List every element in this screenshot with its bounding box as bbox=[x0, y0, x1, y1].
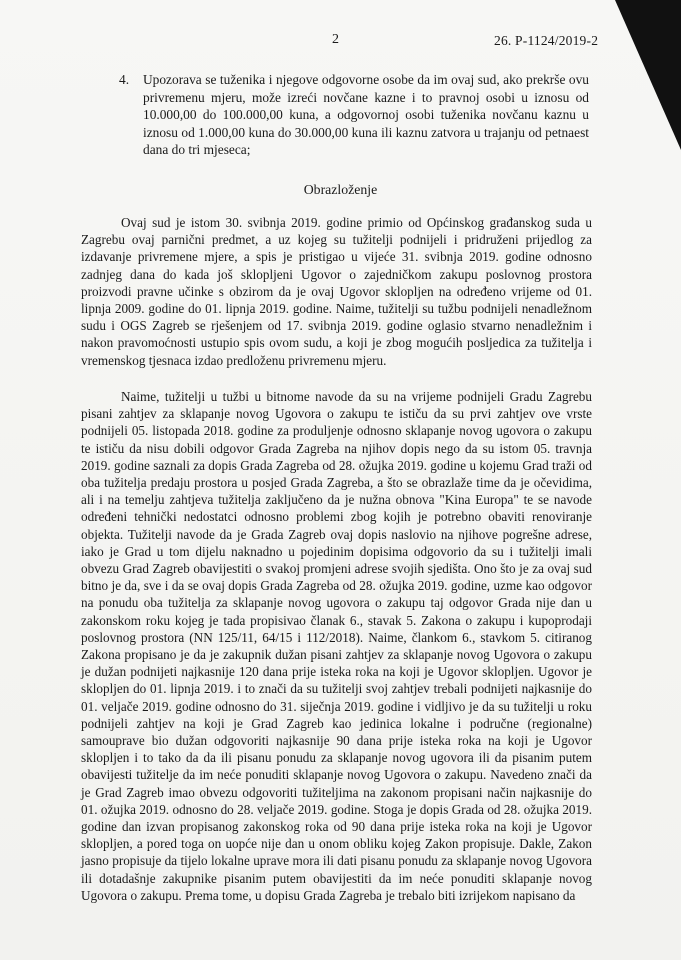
scan-corner-shadow bbox=[615, 0, 681, 150]
paragraph-2: Naime, tužitelji u tužbi u bitnome navode da su na vrijeme podnijeli Gradu Zagrebu pisani zahtjev za sklapanje novog Ugovora o zakupu te ističu da su prvi zahtjev ove vrste podnijeli 05. listopada 2018. godine za produljenje odnosno sklapanje novog ugovora o zakupu te ističu da nisu dobili odgovor Grada Zagreba na njihov dopis nego da su istom 05. travnja 2019. godine saznali za dopis Grada Zagreba od 28. ožujka 2019. godine u kojemu Grad traži od oba tužitelja predaju prostora u posjed Grada Zagreba, a što se obrazlaže time da je očevidima, ali i na temelju zahtjeva tužitelja zaključeno da je nužna obnova "Kina Europa" te se navode određeni tehnički nedostatci odnosno problemi zbog kojih je potrebno obaviti renoviranje objekta. Tužitelji navode da je Grada Zagreb ovaj dopis naslovio na njihove pogrešne adrese, iako je Grad u tom dijelu naknadno u pojedinim dopisima odgovorio da su i tužitelji imali obvezu Grad Zagreb obavijestiti o svakoj promjeni adrese svojih sjedišta. Ono što je za ovaj sud bitno je da, sve i da se ovaj dopis Grada Zagreba od 28. ožujka 2019. godine, uzme kao odgovor na ponudu oba tužitelja za sklapanje novog ugovora o zakupu taj odgovor Grada nije dan u zakonskom roku kojeg je tada propisivao članak 6., stavak 5. Zakona o zakupu i kupoprodaji poslovnog prostora (NN 125/11, 64/15 i 112/2018). Naime, člankom 6., stavkom 5. citiranog Zakona propisano je da je zakupnik dužan pisani zahtjev za sklapanje novog Ugovora o zakupu je dužan podnijeti najkasnije 120 dana prije isteka roka na koji je Ugovor sklopljen. Ugovor je sklopljen do 01. lipnja 2019. i to znači da su tužitelji svoj zahtjev trebali podnijeti najkasnije do 01. veljače 2019. godine odnosno do 31. siječnja 2019. godine i vidljivo je da su tužitelji u roku podnijeli zahtjev na koji je Grad Zagreb kao jedinica lokalne i područne (regionalne) samouprave bio dužan odgovoriti najkasnije 90 dana prije isteka roka na koji je Ugovor sklopljen i to tako da da ili pisanu ponudu za sklapanje novog ugovora ili da pisanim putem obavijesti tužitelje da im neće ponuditi sklapanje novog Ugovora o zakupu. Navedeno znači da je Grad Zagreb imao obvezu odgovoriti tužiteljima na zakonom propisani način najkasnije do 01. ožujka 2019. odnosno do 28. veljače 2019. godine. Stoga je dopis Grada od 28. ožujka 2019. godine dan izvan propisanog zakonskog roka od 90 dana prije isteka roka na koji je Ugovor sklopljen, a pored toga on uopće nije dan u onom obliku kojeg Zakon propisuje. Dakle, Zakon jasno propisuje da tijelo lokalne uprave mora ili dati pisanu ponudu za sklapanje novog Ugovora ili dotadašnje zakupnike pisanim putem obavijestiti da im neće ponuditi sklapanje novog Ugovora o zakupu. Prema tome, u dopisu Grada Zagreba je trebalo biti izrijekom napisano da bbox=[81, 389, 592, 903]
item-number: 4. bbox=[119, 72, 130, 87]
page-number: 2 bbox=[332, 32, 339, 47]
paragraph-1: Ovaj sud je istom 30. svibnja 2019. godine primio od Općinskog građanskog suda u Zagrebu ovaj parnični predmet, a uz kojeg su tužitelji podnijeli i pridruženi prijedlog za izdavanje privremene mjere, a spis je pristigao u vijeće 31. svibnja 2019. godine odnosno zadnjeg dana do kada još sklopljeni Ugovor o zajedničkom zakupu poslovnog prostora proizvodi pravne učinke s obzirom da je ovaj Ugovor sklopljen na određeno vrijeme od 01. lipnja 2009. godine do 01. lipnja 2019. godine. Naime, tužitelji su tužbu podnijeli nenadležnom sudu i OGS Zagreb se rješenjem od 17. svibnja 2019. godine oglasio stvarno nenadležnim i nakon pravomoćnosti ustupio spis ovom sudu, a koji je zbog mogućih posljedica za tužitelja i vremenskog tjesnaca izdao predloženu privremenu mjeru. bbox=[81, 215, 592, 368]
item-text: Upozorava se tuženika i njegove odgovorne osobe da im ovaj sud, ako prekrše ovu privremenu mjeru, može izreći novčane kazne i to pravnoj osobi u iznosu od 10.000,00 do 100.000,00 kuna, a odgovornoj osobi tuženika novčanu kaznu u iznosu od 1.000,00 kuna do 30.000,00 kuna ili kaznu zatvora u trajanju od petnaest dana do tri mjeseca; bbox=[143, 72, 589, 158]
section-heading: Obrazloženje bbox=[303, 182, 378, 197]
case-reference: 26. P-1124/2019-2 bbox=[494, 33, 599, 48]
